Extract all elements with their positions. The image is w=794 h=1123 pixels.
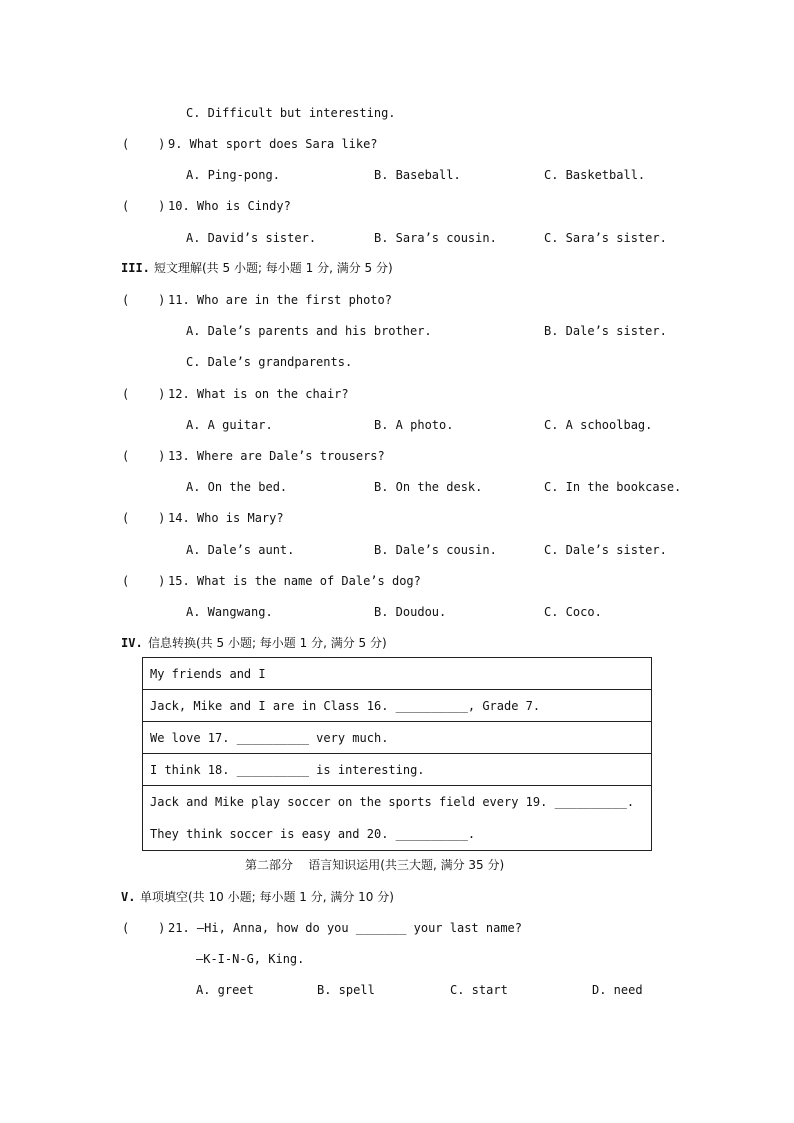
section5-title: 单项填空(共 10 小题; 每小题 1 分, 满分 10 分) [140,890,394,904]
q11-option-a: A. Dale’s parents and his brother. [186,324,432,338]
q10-answer-paren: ( ) [122,199,166,213]
section4-number: IV. [121,636,143,650]
part2-title: 第二部分 语言知识运用(共三大题, 满分 35 分) [245,858,505,872]
table-row [143,690,652,722]
q13-stem: 13. Where are Dale’s trousers? [168,449,385,463]
table-row [143,722,652,754]
q11-option-b: B. Dale’s sister. [544,324,667,338]
q15-option-a: A. Wangwang. [186,605,273,619]
q21-reply: —K-I-N-G, King. [196,952,305,966]
q10-option-c: C. Sara’s sister. [544,231,667,245]
q10-option-a: A. David’s sister. [186,231,317,245]
info-row-2: Jack, Mike and I are in Class 16. __________, Grade 7. [143,690,652,722]
q15-stem: 15. What is the name of Dale’s dog? [168,574,421,588]
q21-option-a: A. greet [196,983,254,997]
section4-title: 信息转换(共 5 小题; 每小题 1 分, 满分 5 分) [148,636,387,650]
q9-option-c: C. Basketball. [544,168,646,182]
table-row [143,786,652,851]
q14-option-b: B. Dale’s cousin. [374,543,497,557]
q13-answer-paren: ( ) [122,449,166,463]
q14-option-c: C. Dale’s sister. [544,543,667,557]
q15-option-b: B. Doudou. [374,605,447,619]
q11-stem: 11. Who are in the first photo? [168,293,392,307]
q13-option-c: C. In the bookcase. [544,480,682,494]
q11-option-c: C. Dale’s grandparents. [186,355,353,369]
q21-option-d: D. need [592,983,643,997]
q9-answer-paren: ( ) [122,137,166,151]
table-row [143,754,652,786]
section3-title: 短文理解(共 5 小题; 每小题 1 分, 满分 5 分) [154,261,393,275]
q21-answer-paren: ( ) [122,921,166,935]
q14-option-a: A. Dale’s aunt. [186,543,295,557]
q9-stem: 9. What sport does Sara like? [168,137,378,151]
q11-answer-paren: ( ) [122,293,166,307]
q21-option-c: C. start [450,983,508,997]
info-table [142,657,652,851]
section5-number: V. [121,890,136,904]
q12-option-b: B. A photo. [374,418,454,432]
q8-option-c: C. Difficult but interesting. [186,106,396,120]
q9-option-a: A. Ping-pong. [186,168,280,182]
q21-option-b: B. spell [317,983,375,997]
info-row-3: We love 17. __________ very much. [143,722,652,754]
q12-answer-paren: ( ) [122,387,166,401]
q21-stem: 21. —Hi, Anna, how do you _______ your last name? [168,921,523,935]
q13-option-a: A. On the bed. [186,480,288,494]
q13-option-b: B. On the desk. [374,480,483,494]
section3-number: III. [121,261,150,275]
table-row [143,658,652,690]
q10-option-b: B. Sara’s cousin. [374,231,497,245]
q14-stem: 14. Who is Mary? [168,511,284,525]
q15-option-c: C. Coco. [544,605,602,619]
q14-answer-paren: ( ) [122,511,166,525]
info-row-4: I think 18. __________ is interesting. [143,754,652,786]
q9-option-b: B. Baseball. [374,168,461,182]
q15-answer-paren: ( ) [122,574,166,588]
info-row-5: Jack and Mike play soccer on the sports field every 19. __________. They think soccer is easy and 20. __________. [143,786,652,851]
q10-stem: 10. Who is Cindy? [168,199,291,213]
q12-option-c: C. A schoolbag. [544,418,653,432]
q12-option-a: A. A guitar. [186,418,273,432]
q12-stem: 12. What is on the chair? [168,387,349,401]
info-row-1: My friends and I [143,658,652,690]
